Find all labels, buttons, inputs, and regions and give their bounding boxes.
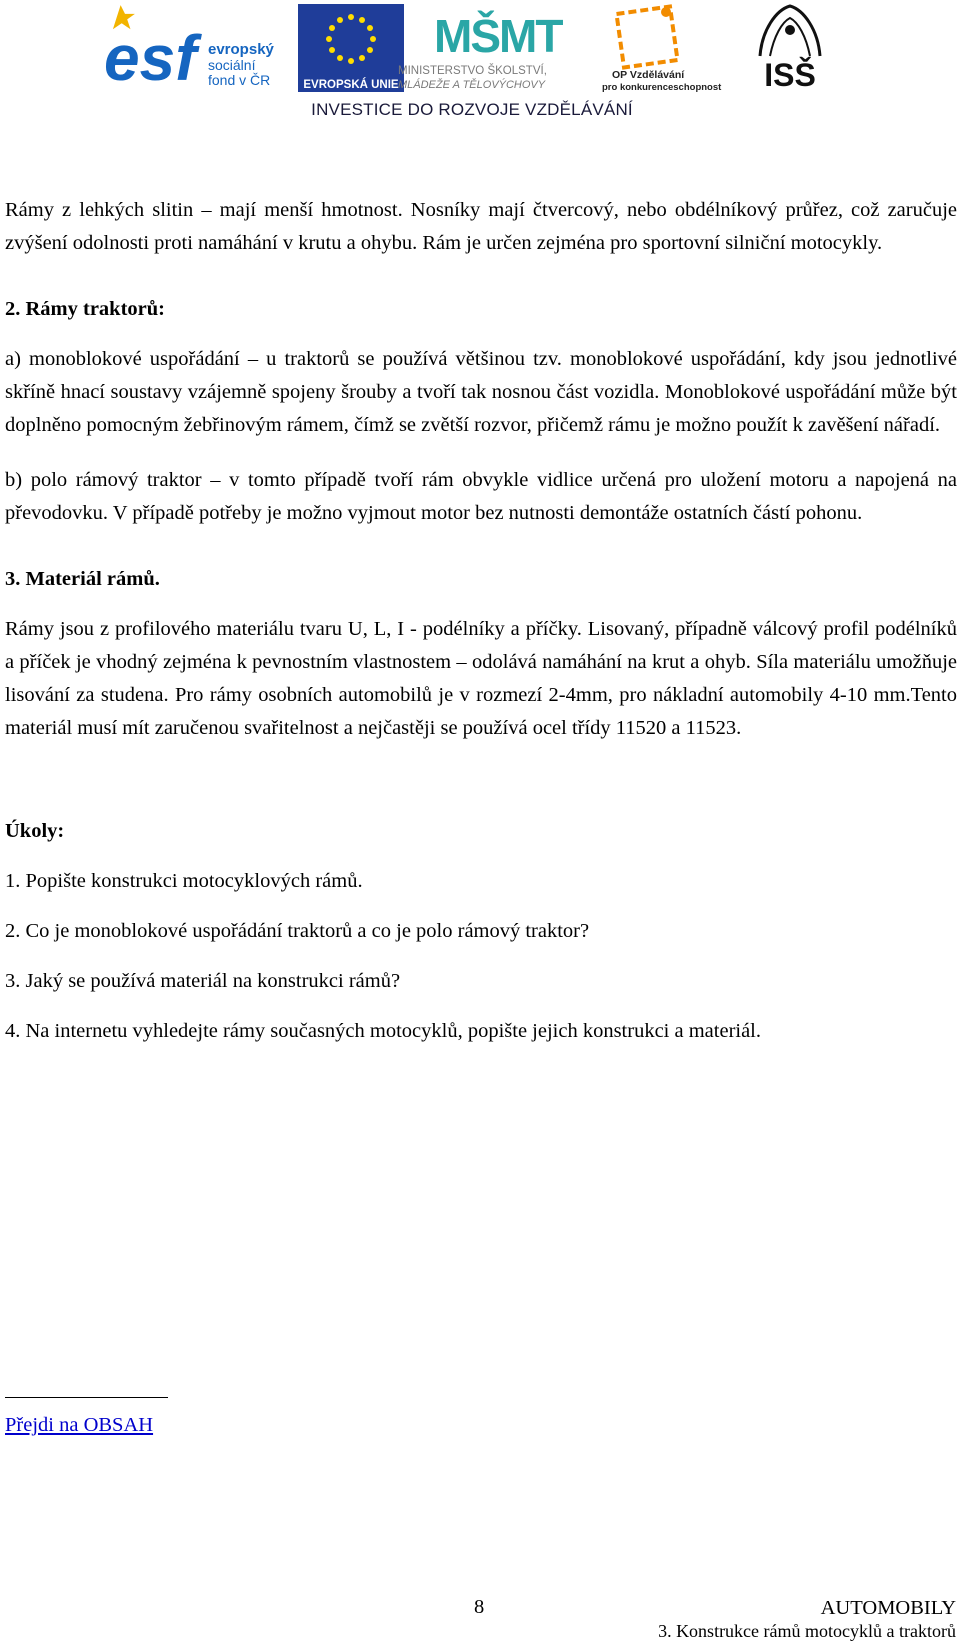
footnote-separator (5, 1397, 168, 1398)
task-item: 4. Na internetu vyhledejte rámy současných motocyklů, popište jejich konstrukci a materiál. (5, 1020, 762, 1042)
footer-chapter-title: 3. Konstrukce rámů motocyklů a traktorů (658, 1621, 956, 1641)
page-number: 8 (474, 1596, 485, 1618)
header-slogan: INVESTICE DO ROZVOJE VZDĚLÁVÁNÍ (311, 100, 633, 119)
task-item: 3. Jaký se používá materiál na konstrukci rámů? (5, 970, 401, 992)
esf-mark: esf (104, 22, 197, 94)
op-vzdelavani-logo (602, 2, 722, 94)
paragraph-frame-material: Rámy jsou z profilového materiálu tvaru U, L, I - podélníky a příčky. Lisovaný, případně válcový profil podélníků a příček je vhodný zejména k pevnostním vlastnostem – odolává namáhání na krut a ohyb. Síla materiálu umožňuje lisování za studena. Pro rámy osobních automobilů je v rozmezí 2-4mm, pro nákladní automobily 4-10 mm.Tento materiál musí mít zaručenou svařitelnost a nejčastěji se používá ocel třídy 11520 a 11523. (5, 618, 957, 739)
esf-text-line3: fond v ČR (208, 72, 271, 88)
task-item: 2. Co je monoblokové uspořádání traktorů a co je polo rámový traktor? (5, 920, 590, 942)
esf-logo (104, 4, 284, 94)
header-logo-bar (0, 0, 960, 130)
msmt-text-line1: MINISTERSTVO ŠKOLSTVÍ, (398, 65, 547, 77)
paragraph-monoblock: a) monoblokové uspořádání – u traktorů se používá většinou tzv. monoblokové uspořádání, kdy jsou jednotlivé skříně hnací soustavy vzájemně spojeny šrouby a tvoří tak nosnou část vozidla. Monoblokové uspořádání může být doplněno pomocným žebřinovým rámem, čímž se zvětší rozvor, přičemž rámu je možno použít k zavěšení nářadí. (5, 348, 957, 436)
tasks-heading: Úkoly: (5, 820, 65, 842)
esf-text-line1: evropský (208, 41, 274, 58)
iss-logo (740, 0, 840, 92)
esf-text-line2: sociální (208, 57, 256, 73)
op-text-line2: pro konkurenceschopnost (602, 82, 722, 93)
msmt-text-line2: MLÁDEŽE A TĚLOVÝCHOVY (398, 79, 546, 91)
main-content (5, 194, 957, 1048)
intro-paragraph: Rámy z lehkých slitin – mají menší hmotnost. Nosníky mají čtvercový, nebo obdélníkový průřez, což zaručuje zvýšení odolnosti proti namáhání v krutu a ohybu. Rám je určen zejména pro sportovní silniční motocykly. (5, 199, 957, 254)
table-of-contents-link[interactable]: Přejdi na OBSAH (5, 1414, 154, 1436)
op-text-line1: OP Vzdělávání (612, 69, 685, 81)
msmt-mark: MŠMT (434, 10, 562, 62)
eu-caption: EVROPSKÁ UNIE (303, 79, 399, 91)
section-heading-tractor-frames: 2. Rámy traktorů: (5, 298, 165, 320)
footer-document-title: AUTOMOBILY (820, 1597, 956, 1619)
paragraph-half-frame: b) polo rámový traktor – v tomto případě tvoří rám obvykle vidlice určená pro uložení motoru a napojená na převodovku. V případě potřeby je možno vyjmout motor bez nutnosti demontáže ostatních částí pohonu. (5, 469, 957, 524)
eu-flag-logo (298, 4, 404, 92)
iss-text: ISŠ (764, 57, 816, 93)
section-heading-frame-material: 3. Materiál rámů. (5, 568, 160, 590)
msmt-logo (398, 0, 604, 92)
task-item: 1. Popište konstrukci motocyklových rámů. (5, 870, 363, 892)
